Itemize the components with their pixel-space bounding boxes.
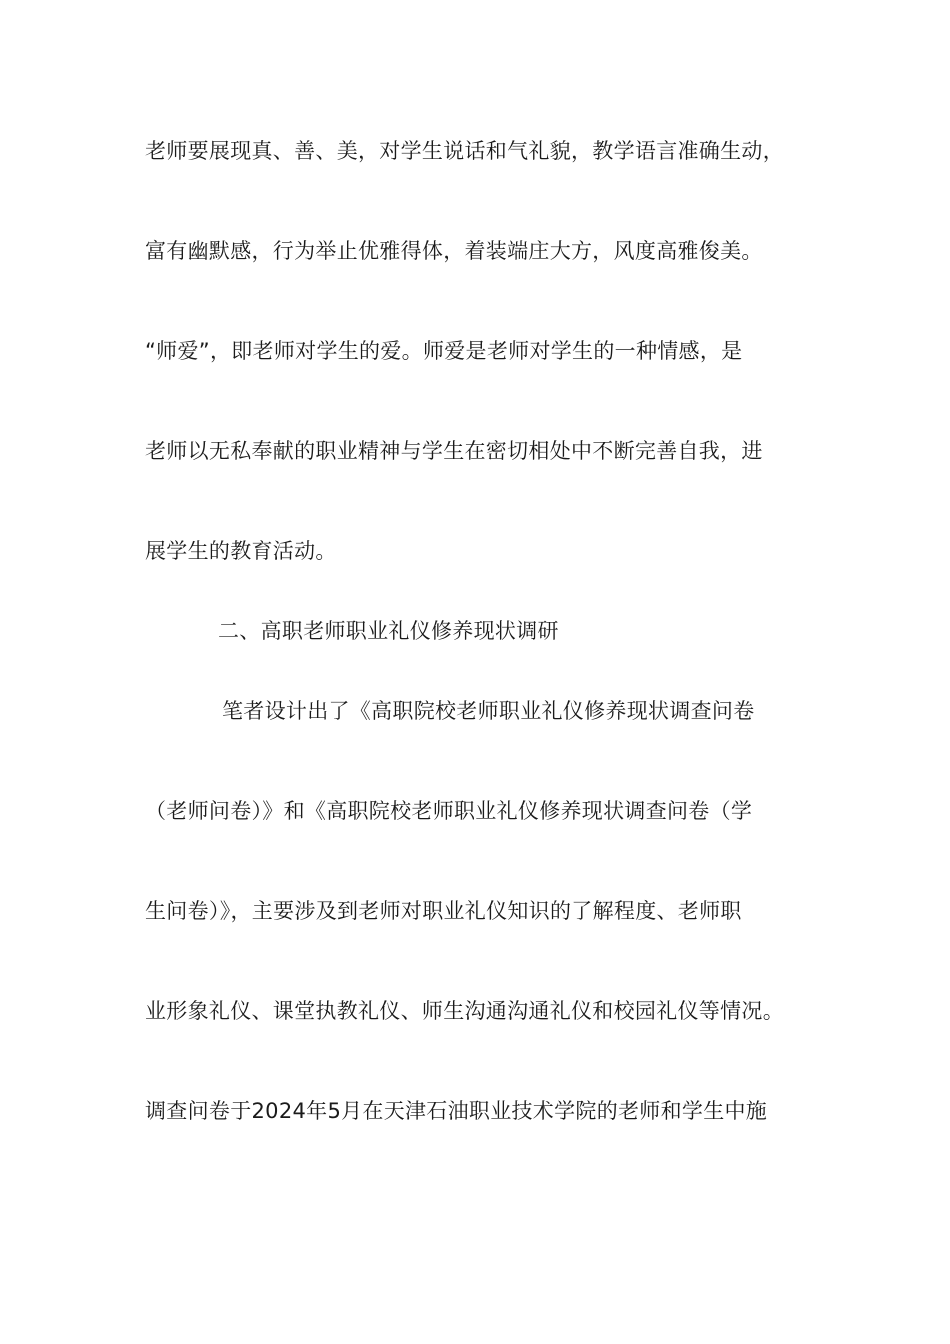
paragraph-line: 展学生的教育活动。 (145, 539, 337, 563)
paragraph-line: 笔者设计出了《高职院校老师职业礼仪修养现状调查问卷 (222, 699, 755, 723)
paragraph-line: 业形象礼仪、课堂执教礼仪、师生沟通沟通礼仪和校园礼仪等情况。 (145, 999, 784, 1023)
paragraph-line: （老师问卷）》和《高职院校老师职业礼仪修养现状调查问卷（学 (145, 799, 753, 823)
paragraph-line: 富有幽默感，行为举止优雅得体，着装端庄大方，风度高雅俊美。 (145, 239, 763, 263)
paragraph-line: “师爱”，即老师对学生的爱。师爱是老师对学生的一种情感，是 (145, 339, 743, 363)
paragraph-line: 生问卷）》，主要涉及到老师对职业礼仪知识的了解程度、老师职 (145, 899, 742, 923)
paragraph-line: 调查问卷于2024年5月在天津石油职业技术学院的老师和学生中施 (145, 1099, 768, 1123)
section-heading: 二、高职老师职业礼仪修养现状调研 (218, 619, 559, 643)
paragraph-line: 老师以无私奉献的职业精神与学生在密切相处中不断完善自我，进 (145, 439, 763, 463)
paragraph-line: 老师要展现真、善、美，对学生说话和气礼貌，教学语言准确生动， (145, 139, 784, 163)
